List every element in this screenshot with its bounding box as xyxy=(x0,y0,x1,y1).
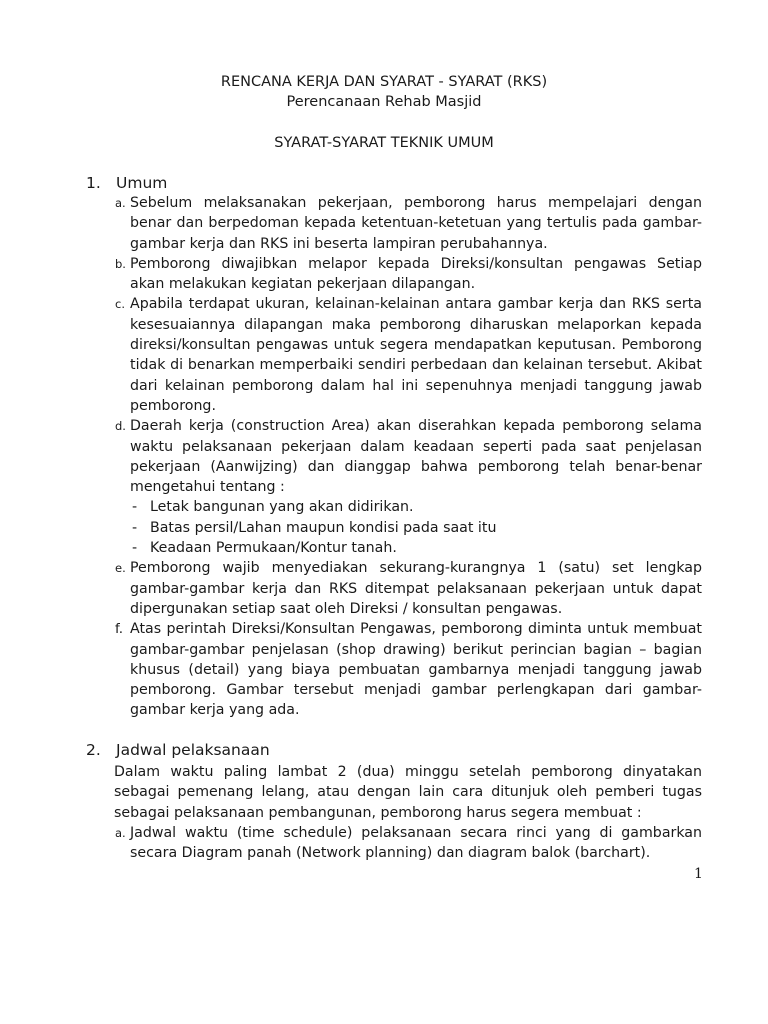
list-item-text: Jadwal waktu (time schedule) pelaksanaan secara rinci yang di gambarkan secara Diagram panah (Network planning) dan diagram balok (barchart). xyxy=(130,824,702,862)
section-title: Umum xyxy=(116,174,168,192)
sub-list-item-text: Batas persil/Lahan maupun kondisi pada saat itu xyxy=(150,519,497,536)
list-item xyxy=(86,294,702,416)
list-item xyxy=(86,254,702,295)
list-item-text: Apabila terdapat ukuran, kelainan-kelainan antara gambar kerja dan RKS serta kesesuaiannya dilapangan maka pemborong diharuskan melaporkan kepada direksi/konsultan pengawas untuk segera mendapatkan keputusan. Pemborong tidak di benarkan memperbaiki sendiri perbedaan dan kelainan tersebut. Akibat dari kelainan pemborong dalam hal ini sepenuhnya menjadi tanggung jawab pemborong. xyxy=(130,296,702,414)
list-marker: f. xyxy=(115,621,124,638)
list-marker: c. xyxy=(115,297,125,312)
list-item xyxy=(86,193,702,254)
sub-list-item xyxy=(86,518,702,538)
section-body-umum xyxy=(86,193,702,721)
section-intro-paragraph: Dalam waktu paling lambat 2 (dua) minggu setelah pemborong dinyatakan sebagai pemenang lelang, atau dengan lain cara ditunjuk oleh pemberi tugas sebagai pelaksanaan pembangunan, pemborong harus segera membuat : xyxy=(114,764,702,821)
list-marker: a. xyxy=(115,196,126,210)
dash-marker: - xyxy=(132,540,138,557)
document-title: RENCANA KERJA DAN SYARAT - SYARAT (RKS) xyxy=(220,74,548,90)
list-item xyxy=(86,823,702,864)
sub-list-item xyxy=(86,497,702,517)
list-item-text: Sebelum melaksanakan pekerjaan, pemborong harus mempelajari dengan benar dan berpedoman kepada ketentuan-ketetuan yang tertulis pada gambar-gambar kerja dan RKS ini beserta lampiran perubahannya. xyxy=(130,195,702,252)
section-body-jadwal xyxy=(86,762,702,863)
section-group-title: SYARAT-SYARAT TEKNIK UMUM xyxy=(274,135,494,151)
document-subtitle: Perencanaan Rehab Masjid xyxy=(286,94,482,110)
list-item-text: Atas perintah Direksi/Konsultan Pengawas, pemborong diminta untuk membuat gambar-gambar penjelasan (shop drawing) berikut perincian bagian – bagian khusus (detail) yang biaya pembuatan gambarnya menjadi tanggung jawab pemborong. Gambar tersebut menjadi gambar perlengkapan dari gambar-gambar kerja yang ada. xyxy=(130,621,702,719)
section-title: Jadwal pelaksanaan xyxy=(116,741,270,759)
list-item-text: Daerah kerja (construction Area) akan diserahkan kepada pemborong selama waktu pelaksanaan pekerjaan dalam keadaan seperti pada saat penjelasan pekerjaan (Aanwijzing) dan dianggap bahwa pemborong telah benar-benar mengetahui tentang : xyxy=(130,418,702,496)
list-marker: e. xyxy=(115,561,126,576)
sub-list-item xyxy=(86,538,702,558)
section-heading-umum xyxy=(86,174,167,192)
sub-list-item-text: Letak bangunan yang akan didirikan. xyxy=(150,499,414,516)
list-item-text: Pemborong wajib menyediakan sekurang-kurangnya 1 (satu) set lengkap gambar-gambar kerja dan RKS ditempat pelaksanaan pekerjaan untuk dapat dipergunakan setiap saat oleh Direksi / konsultan pengawas. xyxy=(130,560,702,617)
section-heading-jadwal xyxy=(86,741,270,759)
list-marker: a. xyxy=(115,825,126,840)
list-item xyxy=(86,416,702,497)
list-item-text: Pemborong diwajibkan melapor kepada Direksi/konsultan pengawas Setiap akan melakukan kegiatan pekerjaan dilapangan. xyxy=(130,255,702,293)
section-number: 1. xyxy=(86,174,101,192)
dash-marker: - xyxy=(132,519,138,536)
list-marker: b. xyxy=(115,256,126,271)
list-item xyxy=(86,619,702,720)
dash-marker: - xyxy=(132,499,138,516)
section-number: 2. xyxy=(86,741,101,759)
page-number: 1 xyxy=(694,866,703,882)
sub-list-item-text: Keadaan Permukaan/Kontur tanah. xyxy=(150,540,397,557)
list-item xyxy=(86,558,702,619)
list-marker: d. xyxy=(115,419,126,434)
